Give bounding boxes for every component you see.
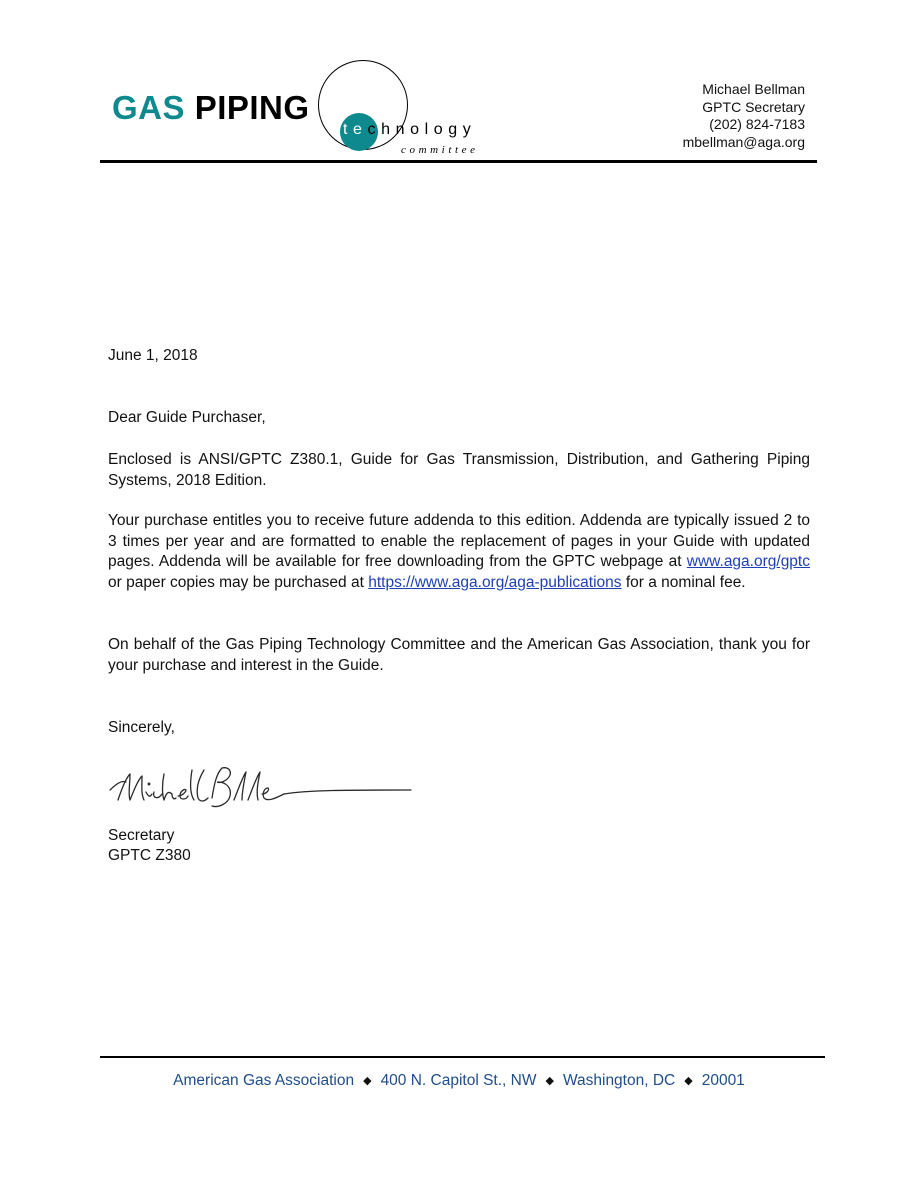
aga-publications-link[interactable]: https://www.aga.org/aga-publications xyxy=(368,573,622,591)
footer-city: Washington, DC xyxy=(562,1072,676,1089)
paragraph-2-text-b: or paper copies may be purchased at xyxy=(108,573,369,591)
footer-org: American Gas Association xyxy=(173,1072,355,1089)
logo-tech-highlight: te xyxy=(343,121,368,138)
handwritten-signature xyxy=(108,760,418,818)
logo-wordmark xyxy=(112,89,310,127)
logo-committee-text: committee xyxy=(401,144,479,156)
footer-address xyxy=(0,1072,918,1090)
gptc-webpage-link[interactable]: www.aga.org/gptc xyxy=(686,553,810,570)
letter-paragraph-1: Enclosed is ANSI/GPTC Z380.1, Guide for Gas Transmission, Distribution, and Gathering Piping Systems, 2018 Edition. xyxy=(108,451,810,489)
letter-salutation: Dear Guide Purchaser, xyxy=(108,409,266,426)
diamond-separator-icon: ◆ xyxy=(363,1075,372,1087)
signer-title: Secretary xyxy=(108,827,175,844)
signer-organization: GPTC Z380 xyxy=(108,847,191,864)
logo-technology-text xyxy=(343,121,476,139)
diamond-separator-icon: ◆ xyxy=(545,1075,554,1087)
letter-paragraph-3: On behalf of the Gas Piping Technology Committee and the American Gas Association, thank you for your purchase and interest in the Guide. xyxy=(108,636,810,674)
letter-date: June 1, 2018 xyxy=(108,347,198,364)
letter-closing: Sincerely, xyxy=(108,719,175,736)
letter-paragraph-2 xyxy=(108,511,810,593)
diamond-separator-icon: ◆ xyxy=(684,1075,693,1087)
footer-zip: 20001 xyxy=(701,1072,745,1089)
contact-phone: (202) 824-7183 xyxy=(709,116,805,132)
paragraph-2-text-c: for a nominal fee. xyxy=(621,573,746,591)
footer-street: 400 N. Capitol St., NW xyxy=(380,1072,537,1089)
paragraph-2-text-a: Your purchase entitles you to receive future addenda to this edition. Addenda are typically issued 2 to 3 times per year and are formatted to enable the replacement of pages in your Guide with updated pages. Addenda will be available for free downloading from the GPTC webpage at xyxy=(108,512,810,570)
contact-name: Michael Bellman xyxy=(702,81,805,97)
logo-piping-text: PIPING xyxy=(194,89,310,126)
gptc-logo xyxy=(110,58,510,162)
logo-tech-rest: chnology xyxy=(367,121,477,138)
contact-email[interactable]: mbellman@aga.org xyxy=(682,133,805,150)
contact-block xyxy=(683,81,805,151)
footer-divider xyxy=(100,1056,825,1058)
contact-title: GPTC Secretary xyxy=(702,98,805,115)
logo-gas-text: GAS xyxy=(112,89,186,126)
header-divider xyxy=(100,160,817,163)
